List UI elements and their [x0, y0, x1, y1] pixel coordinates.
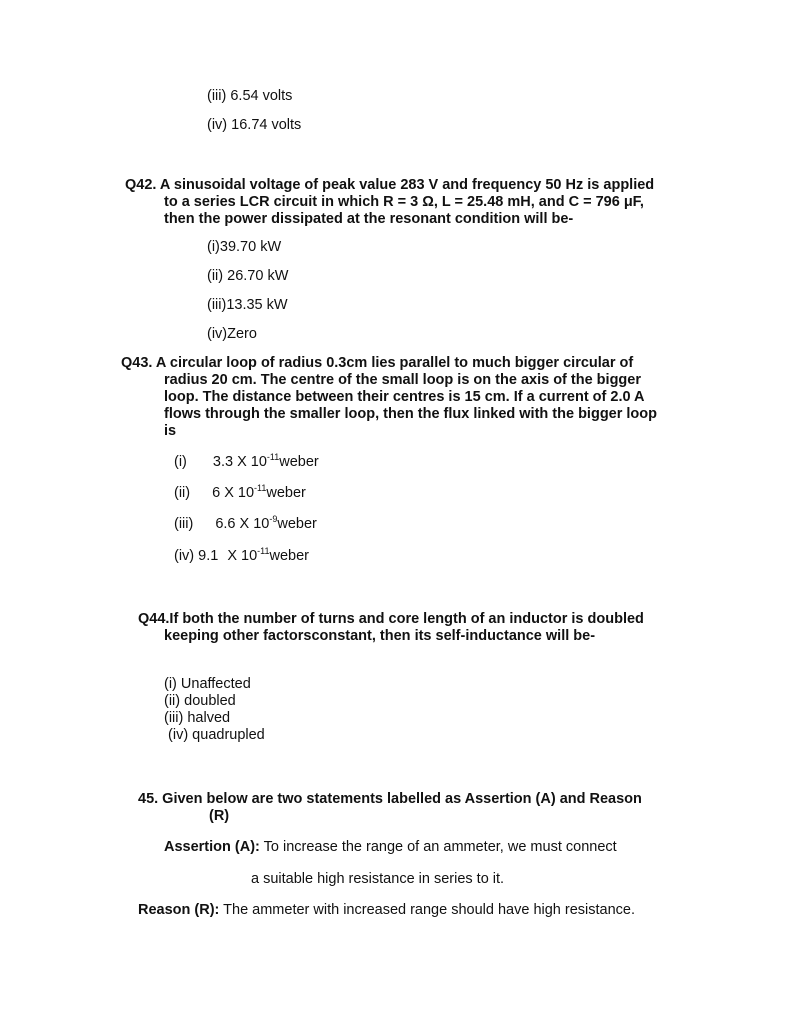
q42-option-i: (i)39.70 kW — [207, 239, 282, 255]
q43-option-iv — [174, 548, 309, 565]
q43-option-iii-unit: weber — [277, 516, 317, 532]
q43-option-iv-mantissa: X 10 — [227, 548, 258, 564]
q43-option-iii — [174, 516, 317, 533]
q43-option-ii-exponent: -11 — [254, 483, 267, 494]
q45-assertion-continuation: a suitable high resistance in series to it. — [251, 871, 505, 887]
q43-option-iii-exponent: -9 — [269, 514, 278, 525]
q45-reason — [138, 902, 635, 919]
q43-option-iii-mantissa: 6.6 X 10 — [215, 516, 270, 532]
q43-option-iii-num: (iii) — [174, 516, 194, 532]
q43-option-i-unit: weber — [279, 454, 319, 470]
q43-question-line-1: Q43. A circular loop of radius 0.3cm lies parallel to much bigger circular of — [121, 355, 634, 371]
q43-question-line-3: loop. The distance between their centres is 15 cm. If a current of 2.0 A — [164, 389, 645, 405]
q43-option-i-num: (i) — [174, 454, 187, 470]
q42-question-line-1: Q42. A sinusoidal voltage of peak value 283 V and frequency 50 Hz is applied — [125, 177, 655, 193]
q44-question-line-1: Q44.If both the number of turns and core length of an inductor is doubled — [138, 611, 644, 627]
q44-question-line-2: keeping other factorsconstant, then its self-inductance will be- — [164, 628, 596, 644]
q43-option-i — [174, 454, 319, 471]
q44-option-iii: (iii) halved — [164, 710, 231, 726]
q44-option-i: (i) Unaffected — [164, 676, 251, 692]
q43-option-ii — [174, 485, 306, 502]
q43-option-ii-unit: weber — [266, 485, 306, 501]
q43-question-line-5: is — [164, 423, 177, 439]
q44-option-ii: (ii) doubled — [164, 693, 236, 709]
q42-option-ii: (ii) 26.70 kW — [207, 268, 289, 284]
q43-option-ii-mantissa: 6 X 10 — [212, 485, 255, 501]
q43-option-iv-num: (iv) 9.1 — [174, 548, 219, 564]
q45-assertion-label: Assertion (A): — [164, 839, 260, 855]
q43-option-i-mantissa: 3.3 X 10 — [212, 454, 267, 470]
q42-question-line-3: then the power dissipated at the resonant condition will be- — [164, 211, 574, 227]
q43-question-line-2: radius 20 cm. The centre of the small loop is on the axis of the bigger — [164, 372, 641, 388]
q45-question-line-2: (R) — [209, 808, 230, 824]
q41-option-iv: (iv) 16.74 volts — [207, 117, 302, 133]
q43-question-line-4: flows through the smaller loop, then the flux linked with the bigger loop — [164, 406, 658, 422]
q45-assertion-text: To increase the range of an ammeter, we must connect — [259, 839, 617, 855]
q42-option-iv: (iv)Zero — [207, 326, 257, 342]
q43-option-iv-exponent: -11 — [257, 546, 270, 557]
q41-option-iii: (iii) 6.54 volts — [207, 88, 293, 104]
q42-question-line-2: to a series LCR circuit in which R = 3 Ω, L = 25.48 mH, and C = 796 μF, — [164, 194, 644, 210]
q43-option-i-exponent: -11 — [266, 452, 280, 463]
q45-reason-label: Reason (R): — [138, 902, 220, 918]
q42-option-iii: (iii)13.35 kW — [207, 297, 288, 313]
q45-reason-text: The ammeter with increased range should have high resistance. — [219, 902, 636, 918]
q45-question-line-1: 45. Given below are two statements labelled as Assertion (A) and Reason — [138, 791, 642, 807]
q43-option-iv-unit: weber — [269, 548, 310, 564]
q45-assertion — [164, 839, 617, 856]
q44-option-iv: (iv) quadrupled — [164, 727, 265, 743]
q43-option-ii-num: (ii) — [174, 485, 191, 501]
